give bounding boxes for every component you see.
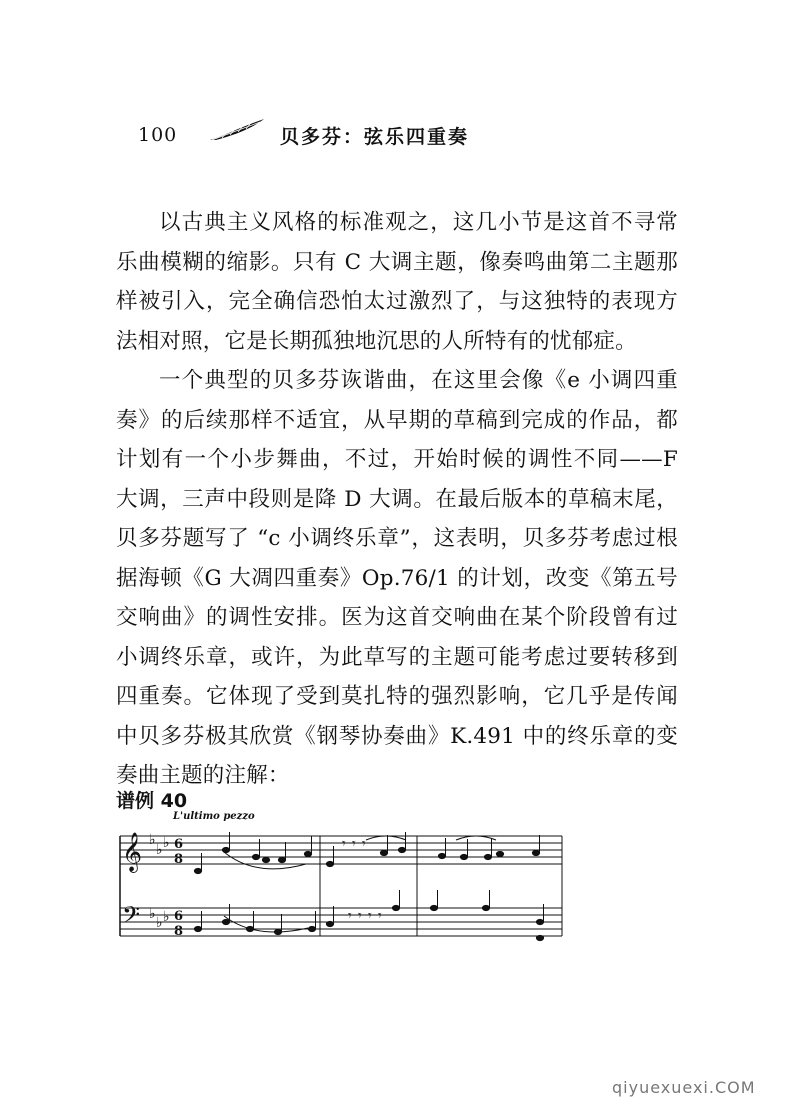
svg-text:𝄾: 𝄾	[368, 908, 372, 924]
svg-text:♭: ♭	[163, 835, 170, 851]
svg-text:𝄾: 𝄾	[352, 836, 356, 852]
svg-text:♭: ♭	[156, 842, 163, 858]
page-number: 100	[138, 124, 178, 146]
tempo-marking: L'ultimo pezzo	[173, 811, 255, 822]
running-title: 贝多芬：弦乐四重奏	[280, 126, 470, 148]
music-example-label: 谱例 40	[116, 790, 188, 812]
paragraph: 一个典型的贝多芬诙谐曲，在这里会像《e 小调四重奏》的后续那样不适宜，从早期的草稿到完成的作品，都计划有一个小步舞曲，不过，开始时候的调性不同——F 大调，三声中段则是降 D 大调。在最后版本的草稿末尾，贝多芬题写了 “c 小调终乐章”，这表明，贝多芬考虑过根据海顿《G 大凋四重奏》Op.76/1 的计划，改变《第五号交响曲》的调性安排。医为这首交响曲在某个阶段曾有过小调终乐章，或许，为此草写的主题可能考虑过要转移到四重奏。它体现了受到莫扎特的强烈影响，它几乎是传闻中贝多芬极其欣赏《钢琴协奏曲》K.491 中的终乐章的变奏曲主题的注解：	[116, 368, 678, 788]
body-text	[116, 203, 678, 796]
quill-ornament-icon	[208, 116, 268, 142]
music-score	[116, 826, 566, 956]
svg-text:𝄢: 𝄢	[122, 901, 141, 934]
svg-text:6: 6	[174, 909, 184, 924]
svg-text:♭: ♭	[149, 832, 156, 848]
bass-staff	[120, 908, 562, 936]
svg-text:♭: ♭	[149, 906, 156, 922]
svg-text:𝄾: 𝄾	[358, 908, 362, 924]
watermark: qiyuexuexi.COM	[612, 1078, 756, 1097]
svg-text:♭: ♭	[163, 909, 170, 925]
svg-text:8: 8	[174, 852, 184, 867]
svg-text:𝄾: 𝄾	[348, 908, 352, 924]
paragraph: 以古典主义风格的标准观之，这几小节是这首不寻常乐曲模糊的缩影。只有 C 大调主题，像奏鸣曲第二主题那样被引入，完全确信恐怕太过激烈了，与这独特的表现方法相对照，它是长期孤独地沉思的人所特有的忧郁症。	[116, 210, 678, 354]
svg-text:𝄾: 𝄾	[342, 836, 346, 852]
svg-text:6: 6	[174, 837, 184, 852]
svg-text:𝄞: 𝄞	[122, 832, 143, 872]
svg-text:8: 8	[174, 924, 184, 939]
svg-text:♭: ♭	[156, 915, 163, 931]
svg-text:𝄾: 𝄾	[378, 908, 382, 924]
svg-text:𝄾: 𝄾	[362, 836, 366, 852]
